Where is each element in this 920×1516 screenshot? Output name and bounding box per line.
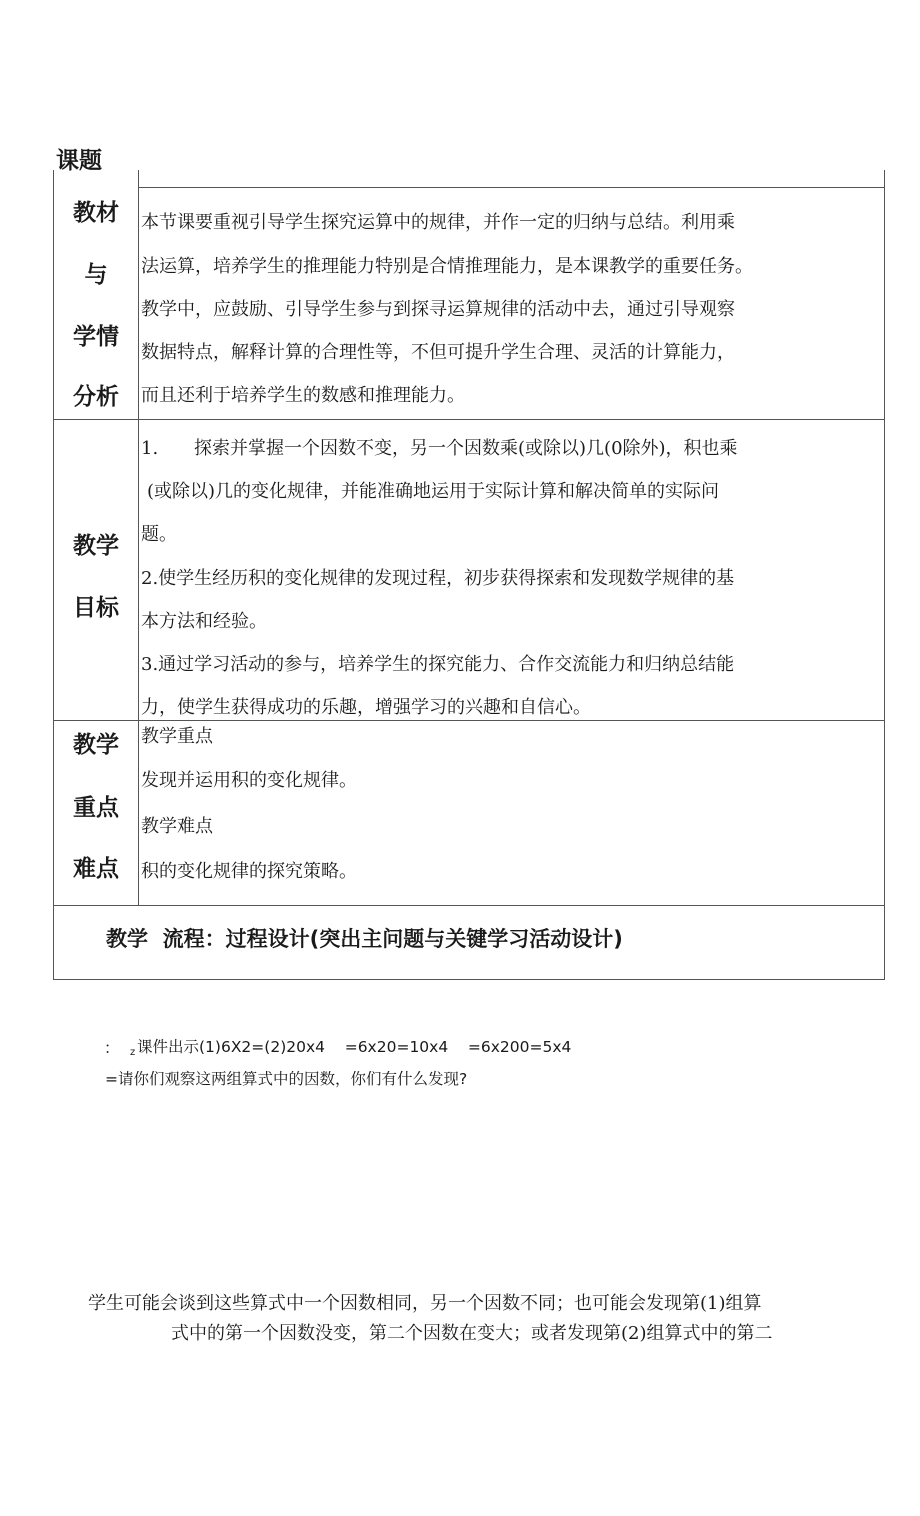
goal-2-line: 2.使学生经历积的变化规律的发现过程，初步获得探索和发现数学规律的基 xyxy=(141,568,735,589)
question-line: =请你们观察这两组算式中的因数，你们有什么发现? xyxy=(105,1070,468,1088)
analysis-text-line: 而且还利于培养学生的数感和推理能力。 xyxy=(141,385,465,406)
analysis-text-line: 教学中，应鼓励、引导学生参与到探寻运算规律的活动中去，通过引导观察 xyxy=(141,299,735,320)
goal-1-number: 1. xyxy=(141,438,159,459)
paragraph-line: 式中的第一个因数没变，第二个因数在变大；或者发现第(2)组算式中的第二 xyxy=(171,1323,773,1344)
analysis-text-line: 数据特点，解释计算的合理性等，不但可提升学生合理、灵活的计算能力， xyxy=(141,342,735,363)
keypoints-label-1: 教学 xyxy=(73,732,119,758)
focus-text: 发现并运用积的变化规律。 xyxy=(141,770,357,791)
goal-2-line: 本方法和经验。 xyxy=(141,611,267,632)
goal-1-line: (或除以)几的变化规律，并能准确地运用于实际计算和解决简单的实际问 xyxy=(147,481,720,502)
process-heading: 教学 流程：过程设计(突出主问题与关键学习活动设计) xyxy=(106,927,623,951)
paragraph-line: 学生可能会谈到这些算式中一个因数相同，另一个因数不同；也可能会发现第(1)组算 xyxy=(88,1293,762,1314)
analysis-label-1: 教材 xyxy=(73,200,119,226)
analysis-text-line: 法运算，培养学生的推理能力特别是合情推理能力，是本课教学的重要任务。 xyxy=(141,256,753,277)
focus-title: 教学重点 xyxy=(141,726,213,747)
title-label: 课题 xyxy=(56,148,102,174)
difficulty-text: 积的变化规律的探究策略。 xyxy=(141,861,357,882)
keypoints-label-3: 难点 xyxy=(73,856,119,882)
goals-label-1: 教学 xyxy=(73,533,119,559)
goal-3-line: 力，使学生获得成功的乐趣，增强学习的兴趣和自信心。 xyxy=(141,697,591,718)
goal-1-line: 探索并掌握一个因数不变，另一个因数乘(或除以)几(0除外)，积也乘 xyxy=(194,438,738,459)
goals-label-2: 目标 xyxy=(73,595,119,621)
analysis-label-4: 分析 xyxy=(73,384,119,410)
goal-3-line: 3.通过学习活动的参与，培养学生的探究能力、合作交流能力和归纳总结能 xyxy=(141,654,735,675)
analysis-text-line: 本节课要重视引导学生探究运算中的规律，并作一定的归纳与总结。利用乘 xyxy=(141,212,735,233)
courseware-line: 课件出示(1)6X2=(2)20x4 =6x20=10x4 =6x200=5x4 xyxy=(137,1038,572,1056)
analysis-label-2: 与 xyxy=(84,262,108,288)
courseware-prefix: ： xyxy=(104,1039,120,1057)
analysis-label-3: 学情 xyxy=(73,324,119,350)
courseware-subscript: z xyxy=(130,1047,136,1058)
goal-1-line: 题。 xyxy=(141,524,177,545)
keypoints-label-2: 重点 xyxy=(73,795,119,821)
difficulty-title: 教学难点 xyxy=(141,816,213,837)
